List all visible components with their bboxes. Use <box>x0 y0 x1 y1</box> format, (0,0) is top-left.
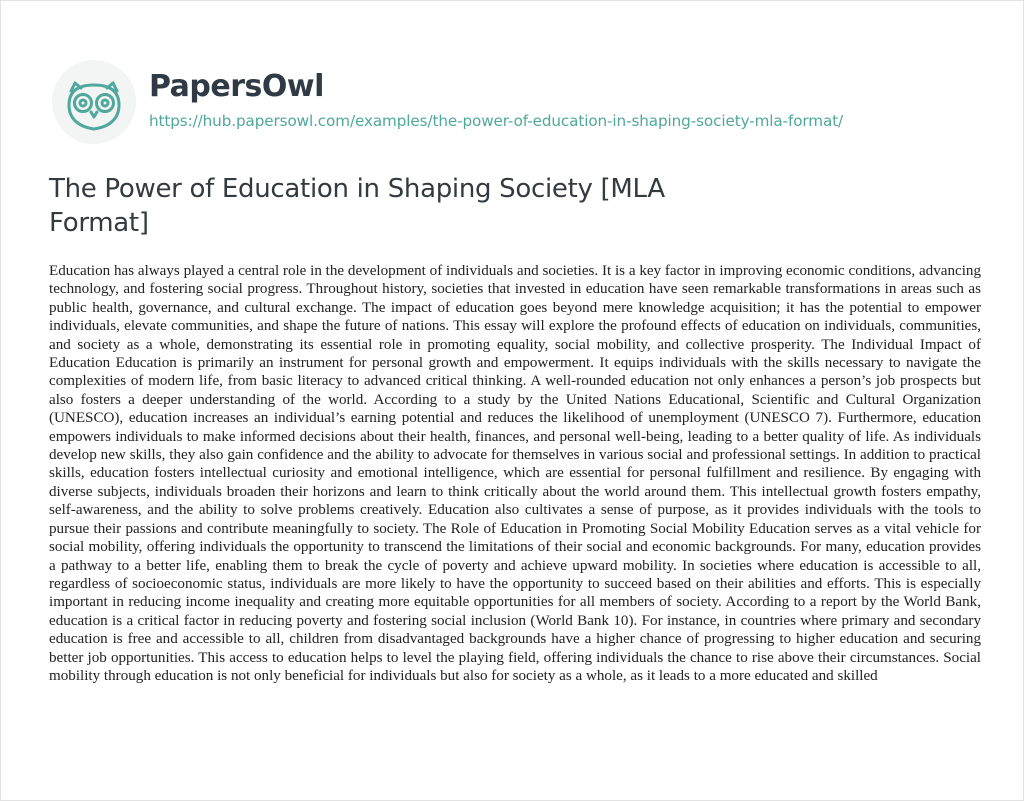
brand <box>149 69 843 130</box>
brand-name[interactable]: PapersOwl <box>149 68 324 104</box>
owl-logo-icon <box>49 57 139 147</box>
document-title: The Power of Education in Shaping Society [MLA Format] <box>49 174 665 238</box>
source-url-link[interactable]: https://hub.papersowl.com/examples/the-power-of-education-in-shaping-society-mla-format/ <box>149 111 844 130</box>
document-body: Education has always played a central role in the development of individuals and societies. It is a key factor in improving economic conditions, advancing technology, and fostering social progress. Throughout history, societies that invested in education have seen remarkable transformations in areas such as public health, governance, and cultural exchange. The impact of education goes beyond mere knowledge acquisition; it has the potential to empower individuals, elevate communities, and shape the future of nations. This essay will explore the profound effects of education on individuals, communities, and society as a whole, demonstrating its essential role in promoting equality, social mobility, and collective prosperity. The Individual Impact of Education Education is primarily an instrument for personal growth and empowerment. It equips individuals with the skills necessary to navigate the complexities of modern life, from basic literacy to advanced critical thinking. A well-rounded education not only enhances a person’s job prospects but also fosters a deeper understanding of the world. According to a study by the United Nations Educational, Scientific and Cultural Organization (UNESCO), education increases an individual’s earning potential and reduces the likelihood of unemployment (UNESCO 7). Furthermore, education empowers individuals to make informed decisions about their health, finances, and personal well-being, leading to a better quality of life. As individuals develop new skills, they also gain confidence and the ability to advocate for themselves in various social and professional settings. In addition to practical skills, education fosters intellectual curiosity and emotional intelligence, which are essential for personal fulfillment and resilience. By engaging with diverse subjects, individuals broaden their horizons and learn to think critically about the world around them. This intellectual growth fosters empathy, self-awareness, and the ability to solve problems creatively. Education also cultivates a sense of purpose, as it provides individuals with the tools to pursue their passions and contribute meaningfully to society. The Role of Education in Promoting Social Mobility Education serves as a vital vehicle for social mobility, offering individuals the opportunity to transcend the limitations of their social and economic backgrounds. For many, education provides a pathway to a better life, enabling them to break the cycle of poverty and achieve upward mobility. In societies where education is accessible to all, regardless of socioeconomic status, individuals are more likely to have the opportunity to succeed based on their abilities and efforts. This is especially important in reducing income inequality and creating more equitable opportunities for all members of society. According to a report by the World Bank, education is a critical factor in reducing poverty and fostering social inclusion (World Bank 10). For instance, in countries where primary and secondary education is free and accessible to all, children from disadvantaged backgrounds have a higher chance of progressing to higher education and securing better job opportunities. This access to education helps to level the playing field, offering individuals the chance to rise above their circumstances. Social mobility through education is not only beneficial for individuals but also for society as a whole, as it leads to a more educated and skilled <box>49 263 981 684</box>
header <box>49 57 843 147</box>
